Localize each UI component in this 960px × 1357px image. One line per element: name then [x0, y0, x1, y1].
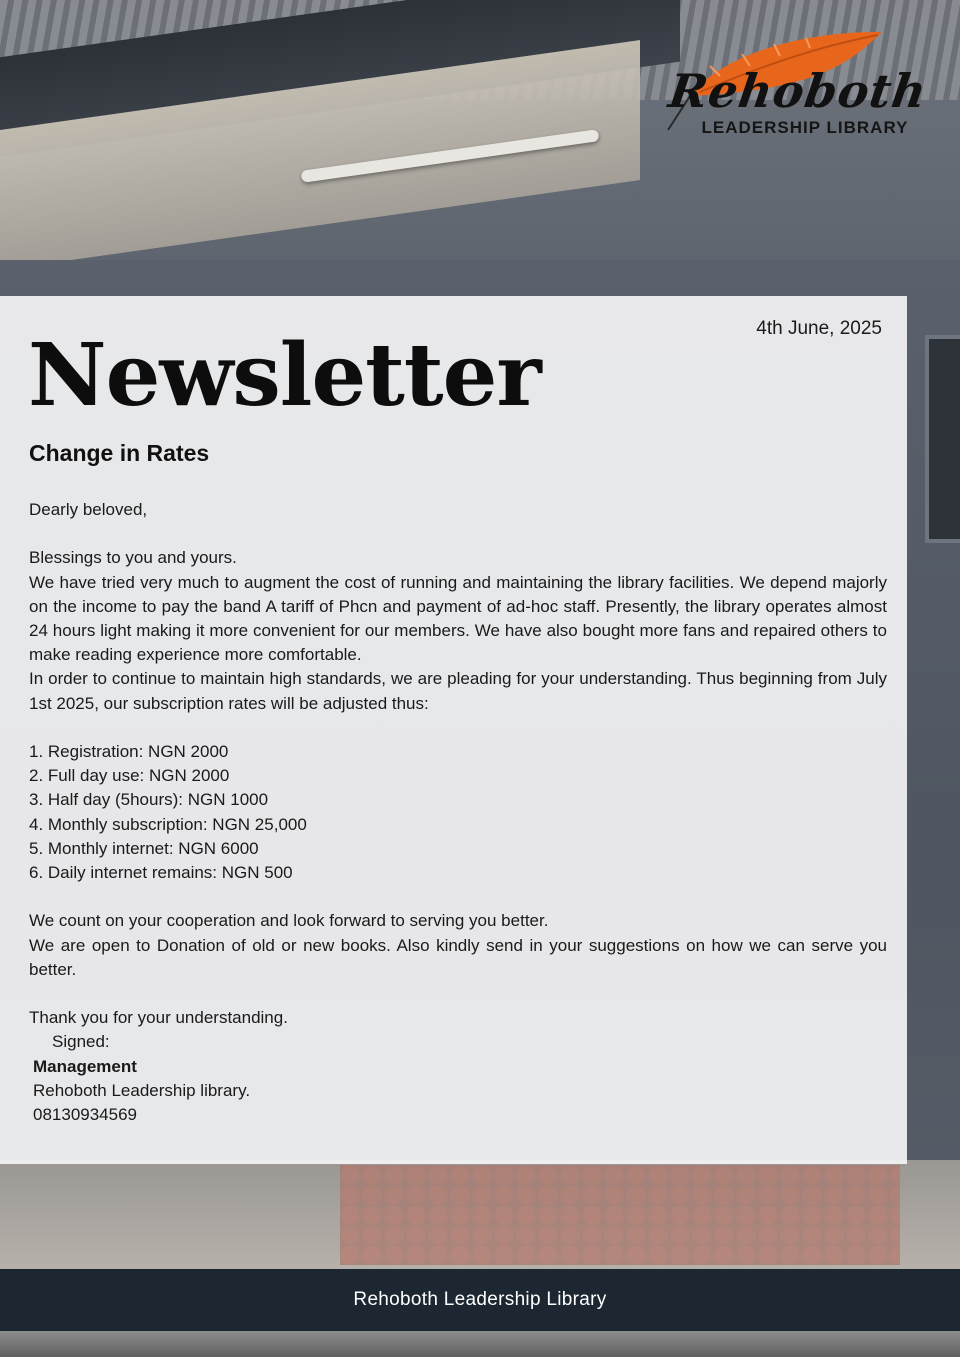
brand-logo: [650, 26, 940, 141]
list-item: 2. Full day use: NGN 2000: [29, 766, 230, 786]
thanks-text: Thank you for your understanding.: [29, 1008, 288, 1028]
newsletter-subtitle: Change in Rates: [29, 440, 210, 466]
newsletter-panel: [0, 296, 907, 1164]
footer-bar: [0, 1269, 960, 1331]
letter-body: [29, 498, 887, 1127]
list-item: 4. Monthly subscription: NGN 25,000: [29, 814, 307, 834]
list-item: 5. Monthly internet: NGN 6000: [29, 838, 259, 858]
paving-bricks: [340, 1165, 900, 1265]
list-item: 6. Daily internet remains: NGN 500: [29, 863, 293, 883]
ground: [0, 1330, 960, 1357]
page-title: Newsletter: [28, 325, 541, 426]
list-item: 3. Half day (5hours): NGN 1000: [29, 790, 269, 810]
paragraph-facilities: We have tried very much to augment the cost of running and maintaining the library facilities. We depend majorly on the income to pay the band A tariff of Phcn and payment of ad-hoc staff. Presently, the library operates almost 24 hours light making it more convenient for our members. We have also bought more fans and repaired others to make reading experience more comfortable.: [29, 572, 887, 665]
greeting: Dearly beloved,: [29, 500, 148, 519]
list-item: 1. Registration: NGN 2000: [29, 742, 229, 761]
signed-label: Signed:: [52, 1032, 110, 1052]
logo-script-text: Rehoboth: [665, 64, 931, 118]
phone-number: 08130934569: [33, 1105, 138, 1125]
paragraph-rates-intro: In order to continue to maintain high standards, we are pleading for your understanding. Thus beginning from July 1st 2025, our subscription rates will be adjusted thus:: [29, 669, 887, 713]
newsletter-date: 4th June, 2025: [756, 318, 882, 339]
cooperation-text: We count on your cooperation and look forward to serving you better.: [29, 911, 549, 931]
blessing: Blessings to you and yours.: [29, 548, 237, 568]
signatory: Management: [33, 1056, 137, 1076]
wall-window: [925, 335, 960, 543]
organization-name: Rehoboth Leadership library.: [33, 1080, 251, 1100]
rates-list: [29, 740, 887, 885]
donation-text: We are open to Donation of old or new books. Also kindly send in your suggestions on how we can serve you better.: [29, 935, 887, 979]
logo-subtitle: LEADERSHIP LIBRARY: [701, 118, 909, 137]
footer-text: Rehoboth Leadership Library: [353, 1289, 607, 1310]
